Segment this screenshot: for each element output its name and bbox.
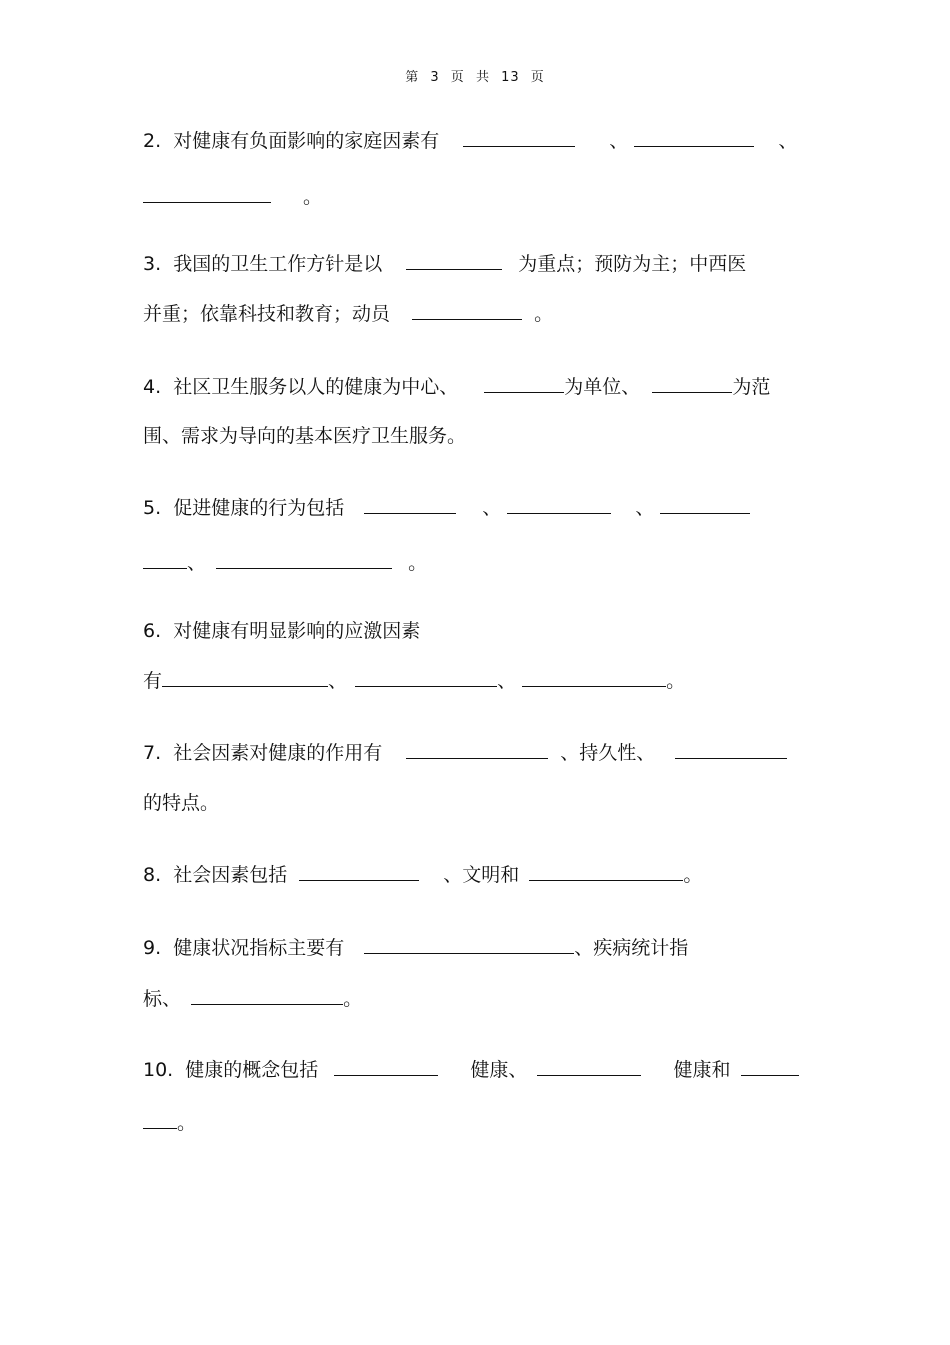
- question-number: 10.: [143, 1059, 174, 1081]
- separator: 、: [609, 130, 629, 152]
- question-number: 4.: [143, 376, 162, 398]
- answer-blank[interactable]: [652, 374, 732, 393]
- header-text: 共: [475, 70, 490, 85]
- answer-blank[interactable]: [143, 1110, 177, 1129]
- answer-blank[interactable]: [463, 128, 575, 147]
- question-text: 、疾病统计指: [574, 937, 689, 959]
- question-text: 的特点。: [143, 792, 220, 814]
- answer-blank[interactable]: [660, 495, 750, 514]
- answer-blank[interactable]: [484, 374, 564, 393]
- question-text: 为重点；预防为主；中西医: [518, 253, 747, 275]
- question-number: 7.: [143, 742, 162, 764]
- question-text: 社区卫生服务以人的健康为中心、: [173, 376, 459, 398]
- question-text: 围、需求为导向的基本医疗卫生服务。: [143, 425, 467, 447]
- answer-blank[interactable]: [675, 740, 787, 759]
- question-number: 2.: [143, 130, 162, 152]
- answer-blank[interactable]: [162, 668, 328, 687]
- question-text: 、文明和: [443, 864, 520, 886]
- separator: 、: [187, 552, 207, 574]
- question-4-line-1: [143, 374, 770, 400]
- separator: 、: [328, 670, 348, 692]
- question-text: 健康和: [673, 1059, 731, 1081]
- question-text: 为单位、: [564, 376, 641, 398]
- answer-blank[interactable]: [143, 550, 187, 569]
- answer-blank[interactable]: [364, 935, 574, 954]
- answer-blank[interactable]: [529, 862, 683, 881]
- question-text: 标、: [143, 988, 182, 1010]
- question-10-line-1: [143, 1057, 799, 1083]
- question-text: 对健康有明显影响的应激因素: [173, 620, 421, 642]
- question-number: 5.: [143, 497, 162, 519]
- question-text: 我国的卫生工作方针是以: [173, 253, 383, 275]
- answer-blank[interactable]: [191, 986, 343, 1005]
- answer-blank[interactable]: [522, 668, 666, 687]
- question-6-line-1: [143, 618, 420, 644]
- question-text: 为范: [732, 376, 771, 398]
- question-2-line-2: [143, 184, 322, 210]
- header-text: 第: [405, 70, 420, 85]
- question-5-line-1: [143, 495, 750, 521]
- question-number: 9.: [143, 937, 162, 959]
- answer-blank[interactable]: [143, 184, 271, 203]
- question-7-line-1: [143, 740, 787, 766]
- question-text: 促进健康的行为包括: [173, 497, 345, 519]
- question-10-line-2: [143, 1110, 196, 1136]
- question-text: 健康状况指标主要有: [173, 937, 345, 959]
- question-5-line-2: [143, 550, 427, 576]
- question-text: 健康、: [470, 1059, 528, 1081]
- question-3-line-1: [143, 251, 746, 277]
- header-text: 页: [450, 70, 465, 85]
- answer-blank[interactable]: [634, 128, 754, 147]
- question-3-line-2: [143, 301, 553, 327]
- separator: 、: [635, 497, 655, 519]
- question-7-line-2: [143, 790, 219, 816]
- page-header: [0, 66, 950, 85]
- separator: 、: [482, 497, 502, 519]
- header-text: 页: [530, 70, 545, 85]
- separator: 、: [497, 670, 517, 692]
- question-text: 并重；依靠科技和教育；动员: [143, 303, 391, 325]
- question-text: 社会因素对健康的作用有: [173, 742, 383, 764]
- answer-blank[interactable]: [537, 1057, 641, 1076]
- question-text: 对健康有负面影响的家庭因素有: [173, 130, 440, 152]
- page-number: 3: [430, 70, 440, 85]
- answer-blank[interactable]: [334, 1057, 438, 1076]
- answer-blank[interactable]: [507, 495, 611, 514]
- question-2-line-1: [143, 128, 797, 154]
- answer-blank[interactable]: [355, 668, 497, 687]
- question-text: 健康的概念包括: [185, 1059, 319, 1081]
- separator: 、: [778, 130, 798, 152]
- question-text: 、持久性、: [560, 742, 656, 764]
- question-9-line-2: [143, 986, 362, 1012]
- page-total: 13: [501, 70, 520, 85]
- question-number: 3.: [143, 253, 162, 275]
- question-6-line-2: [143, 668, 685, 694]
- answer-blank[interactable]: [412, 301, 522, 320]
- question-number: 6.: [143, 620, 162, 642]
- answer-blank[interactable]: [364, 495, 456, 514]
- period: 。: [683, 864, 703, 886]
- answer-blank[interactable]: [216, 550, 392, 569]
- question-number: 8.: [143, 864, 162, 886]
- answer-blank[interactable]: [406, 251, 502, 270]
- period: 。: [534, 303, 554, 325]
- period: 。: [303, 186, 323, 208]
- question-8-line-1: [143, 862, 702, 888]
- period: 。: [666, 670, 686, 692]
- question-text: 社会因素包括: [173, 864, 288, 886]
- answer-blank[interactable]: [299, 862, 419, 881]
- answer-blank[interactable]: [741, 1057, 799, 1076]
- question-4-line-2: [143, 423, 466, 449]
- answer-blank[interactable]: [406, 740, 548, 759]
- period: 。: [343, 988, 363, 1010]
- period: 。: [177, 1112, 197, 1134]
- period: 。: [408, 552, 428, 574]
- question-text: 有: [143, 670, 163, 692]
- question-9-line-1: [143, 935, 688, 961]
